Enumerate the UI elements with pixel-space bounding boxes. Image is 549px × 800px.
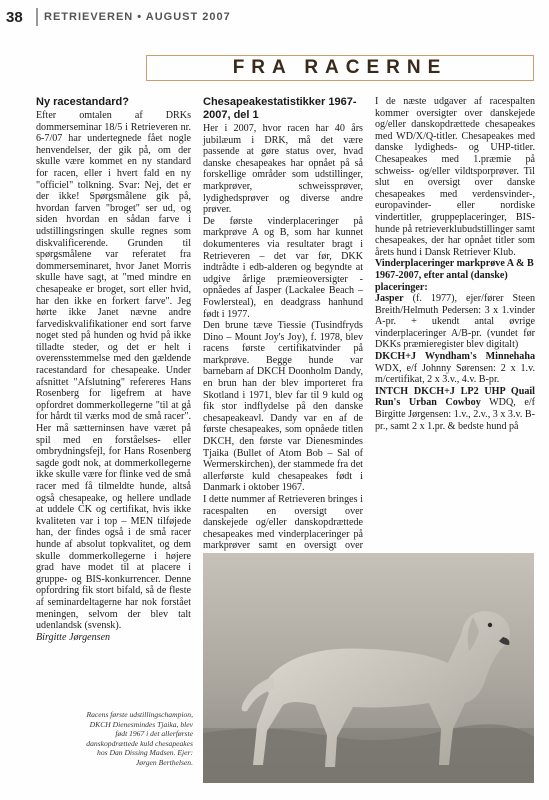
article2-paragraph-3: Den brune tæve Tiessie (Tusindfryds Dino – Mount Joy's Joy), f. 1978, blev racens første certifikatvinder på markprøve. Begge hunde var barnebarn af DKCH Doonholm Dandy, en brun han der blev importeret fra Skotland i 1971, blev far til 9 kuld og fik stor indflydelse på den danske chesapeakeavl. Dandy var en af de første chesapeakes, som opnåede titlen DKCH, den første var Dienesmindes Tjaika (Bullet of Atom Bob – Sal of Wermerskirchen), der stammede fra det allerførste kuld chesapeakes født i Danmark i oktober 1967. [203,320,363,494]
placement-dog-name-3: INTCH DKCH+J LP2 UHP Quail Run's Urban Cowboy [375,385,535,409]
dog-photo [203,553,534,783]
article2-paragraph-4: I dette nummer af Retrieveren bringes i racespalten en oversigt over danskejede og/eller danskopdrættede chesapeakes med vinderplaceringer på markprøver samt en oversigt over [203,494,363,552]
placement-text-2: WDX, e/f Johnny Sørensen: 2 x 1.v. m/certifikat, 2 x 3.v., 4.v. B-pr. [375,362,535,386]
article1-signature: Birgitte Jørgensen [36,631,111,643]
article1-body: Efter omtalen af DRKs dommerseminar 18/5 i Retrieveren nr. 6-7/07 har undertegnede fået nogle henvendelser, der gik på, om der skulle være kommet en ny standard for racen, eller i hvert fald en ny "officiel" tolkning. Svar: Nej, det er der ikke! Spørgsmålene gik på, hvordan farven "broget" ser ud, og siden hvordan en sådan farve i udstillingsringen skulle regnes som diskvalificerende. Grunden til spørgsmålene var referatet fra dommerseminaret, hvor Janet Morris skulle have sagt, at "med mindre en chesapeake er broget, sort eller hvid, har den ikke en forkert farve". Jeg hørte ikke Janet nævne andre farvediskvalifikationer end sort farve noget sted på hunden og hvid på ikke tilladte steder, og det er helt i overensstemmelse med den gældende racestandard for chesapeake. Under afsnittet "Afslutning" refereres Hans Rosenberg for ligefrem at have opfordret dommerkollegerne "til at gå for hårdt til værks mod de små racer". Her må sætterninsen have været på spil med en forståelses- eller ombrydningsfejl, for Hans Rosenberg sagde godt nok, at dommerkollegerne ikke skulle være for flinke ved de små racer med få tilmeldte hunde, altså også chesapeake, og hellere undlade at uddele CK og certifikat, hvis ikke kvaliteten var i top – MEN tilføjede han, der findes også i de små racer hunde af absolut topkvalitet, og dem skulle dommerkollegerne i højere grad have modet til at placere i gruppe- og BIS-konkurrencer. Denne opfordring fik stort bifald, så de fleste af seminardeltagerne har nok forstået meningen, selvom der blev talt udenlandsk (svensk). [36,110,191,632]
page-number: 38 [6,8,23,26]
article-column-1 [36,96,191,643]
placement-text-3: WDQ, e/f Birgitte Jørgensen: 1.v., 2.v., 3 x 3.v. B-pr., samt 2 x 1.pr. & bedste hund på [375,397,535,432]
article2-paragraph-5: I de næste udgaver af racespalten kommer oversigter over danskejede og/eller danskopdrættede chesapeakes med WD/X/Q-titler. Chesapeakes med danske lydigheds- og UHP-titler. Chesapeakes med 1.præmie på schweiss- og/eller vildtsporprøver. Til slut en oversigt over danske chesapeakes med verdensvinder-, europavinder- eller nordiske vindertitler, gruppeplaceringer, BIS-hunde på retrieverklubudstillinger samt chesapeakes, der har opnået titler som årets hund i Dansk Retriever Klub. [375,96,535,258]
chesapeake-dog-illustration [203,553,534,783]
section-title: FRA RACERNE [232,57,448,78]
placement-text-1: (f. 1977), ejer/fører Steen Breith/Helmuth Pedersen: 3 x 1.vinder A-pr. + ukendt antal øvrige vinderplaceringer A/B-pr. (vundet før DKKs præmieregister blev digitalt) [375,293,535,351]
article-column-3 [375,96,535,432]
placements-heading: Vinderplaceringer markprøve A & B 1967-2007, efter antal (danske) placeringer: [375,258,534,293]
placement-entry-3 [375,386,535,432]
page-header [6,6,543,28]
magazine-title: RETRIEVEREN • AUGUST 2007 [44,11,231,23]
photo-caption: Racens første udstillingschampion, DKCH Dienesmindes Tjaika, blev født 1967 i det allerførste danskopdrættede kuld chesapeakes hos Dan Dissing Madsen. Ejer: Jørgen Berthelsen. [86,710,193,767]
article2-title: Chesapeakestatistikker 1967-2007, del 1 [203,96,357,121]
placement-entry-1 [375,293,535,351]
placement-dog-name-1: Jasper [375,293,404,305]
header-divider [36,8,38,26]
placement-entry-2 [375,351,535,386]
article2-paragraph-2: De første vinderplaceringer på markprøve A og B, som har kunnet dokumenteres via resultater bragt i Retrieveren – det var før, DKK indtrådte i edb-alderen og begyndte at udgive årlige præmieoversigter - opnåedes af Jasper (Lackalee Beach – Fowlersteal), en deadgrass hanhund født i 1977. [203,215,363,320]
placement-dog-name-2: DKCH+J Wyndham's Minnehaha [375,351,535,363]
article2-paragraph-1: Her i 2007, hvor racen har 40 års jubilæum i DRK, må det være passende at gøre status over, hvad danske chesapeakes har opnået på så forskellige områder som udstillinger, markprøver, schweissprøver, lydighedsprøver og diverse andre prøver. [203,123,363,216]
section-banner [146,55,534,81]
article1-title: Ny racestandard? [36,96,129,108]
